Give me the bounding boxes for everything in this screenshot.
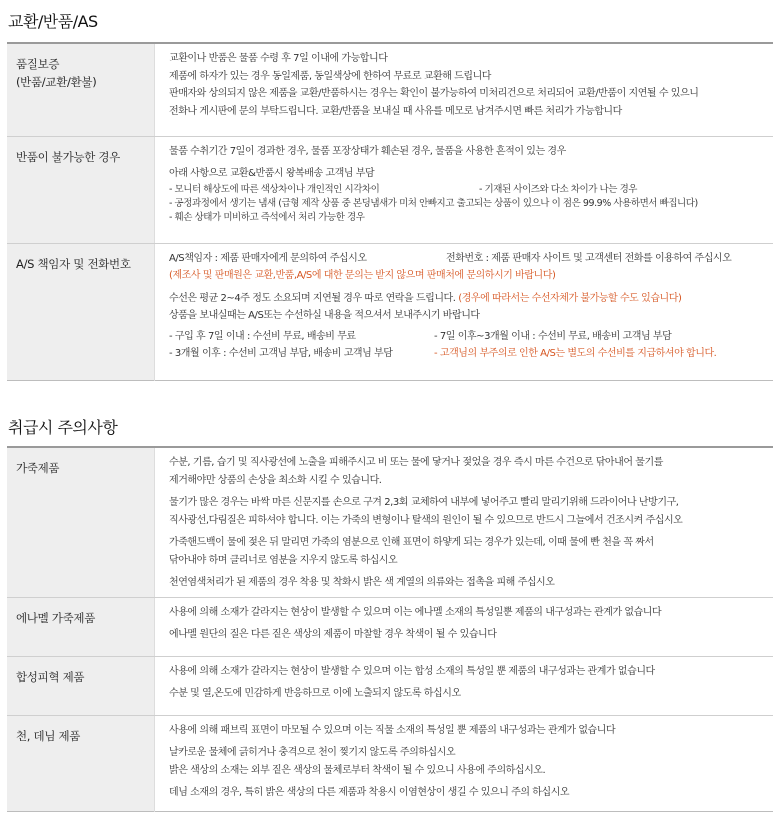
text-normal: 수선은 평균 2~4주 정도 소요되며 지연될 경우 따로 연락을 드립니다. — [169, 292, 456, 304]
text-line: - 훼손 상태가 미비하고 즉석에서 처리 가능한 경우 — [169, 211, 365, 223]
text-line: 제품에 하자가 있는 경우 동일제품, 동일색상에 한하여 무료로 교환해 드립니다 — [169, 70, 492, 82]
text-right: - 7일 이후~3개월 이내 : 수선비 무료, 배송비 고객님 부담 — [434, 330, 672, 342]
row-label: 에나멜 가죽제품 — [7, 597, 155, 656]
text-line: 교환이나 반품은 물품 수령 후 7일 이내에 가능합니다 — [169, 53, 388, 64]
row-synthetic — [7, 656, 773, 715]
text-line: 수분, 기름, 습기 및 직사광선에 노출을 피해주시고 비 또는 물에 닿거나 젖었을 경우 즉시 마른 수건으로 닦아내어 물기를 — [169, 457, 663, 468]
row-label: 가죽제품 — [7, 447, 155, 597]
text-left: - 3개월 이후 : 수선비 고객님 부담, 배송비 고객님 부담 — [169, 348, 393, 359]
text-red: (경우에 따라서는 수선자체가 불가능할 수도 있습니다) — [458, 292, 682, 304]
label-line: 품질보증 — [16, 57, 60, 71]
text-left: - 구입 후 7일 이내 : 수선비 무료, 배송비 무료 — [169, 330, 356, 342]
text-line: 밝은 색상의 소재는 외부 짙은 색상의 물체로부터 착색이 될 수 있으니 사용에 주의하십시오. — [169, 764, 546, 776]
text-left: - 모니터 해상도에 따른 색상차이나 개인적인 시각차이 — [169, 183, 380, 195]
row-label: 반품이 불가능한 경우 — [7, 136, 155, 243]
row-label: 천, 데님 제품 — [7, 715, 155, 811]
row-label — [7, 43, 155, 136]
row-leather — [7, 447, 773, 597]
text-line: - 공정과정에서 생기는 냄새 (급형 제작 상품 중 본딩냄새가 미처 안빠지고 출고되는 상품이 있으나 이 점은 99.9% 사용하면서 빠집니다) — [169, 197, 698, 209]
exchange-table — [7, 42, 773, 381]
care-table — [7, 446, 773, 812]
text-line: 아래 사항으로 교환&반품시 왕복배송 고객님 부담 — [169, 168, 375, 179]
text-line: 상품을 보내실때는 A/S또는 수선하실 내용을 적으셔서 보내주시기 바랍니다 — [169, 310, 480, 321]
text-line-split — [169, 183, 769, 197]
text-line-split — [169, 328, 769, 346]
text-line: 물기가 많은 경우는 바싹 마른 신문지를 손으로 구겨 2,3회 교체하여 내부에 넣어주고 빨리 말리기위해 드라이어나 난방기구, — [169, 497, 679, 508]
section-title-care: 취급시 주의사항 — [8, 418, 118, 437]
text-line — [169, 290, 769, 308]
row-content — [155, 243, 774, 380]
text-line: 전화나 게시판에 문의 부탁드립니다. 교환/반품을 보내실 때 사유를 메모로 남겨주시면 빠른 처리가 가능합니다 — [169, 105, 622, 117]
text-line: 제거해야만 상품의 손상을 최소화 시킬 수 있습니다. — [169, 474, 382, 486]
text-line-red: (제조사 및 판매원은 교환,반품,A/S에 대한 문의는 받지 않으며 판매처에 문의하시기 바랍니다) — [169, 270, 556, 281]
text-line-split — [169, 250, 769, 268]
text-line: 물품 수취기간 7일이 경과한 경우, 물품 포장상태가 훼손된 경우, 물품을 사용한 흔적이 있는 경우 — [169, 145, 566, 157]
row-as — [7, 243, 773, 380]
text-line: 에나멜 원단의 질은 다른 짙은 색상의 제품이 마찰할 경우 착색이 될 수 있습니다 — [169, 629, 497, 640]
text-line: 가죽핸드백이 물에 젖은 뒤 말리면 가죽의 염분으로 인해 표면이 하얗게 되는 경우가 있는데, 이때 물에 빤 천을 꼭 짜서 — [169, 537, 654, 548]
row-content — [155, 656, 774, 715]
text-line: 닦아내야 하며 클리너로 염분을 지우지 않도록 하십시오 — [169, 554, 398, 566]
text-line: 수분 및 열,온도에 민감하게 반응하므로 이에 노출되지 않도록 하십시오 — [169, 688, 461, 699]
row-content — [155, 597, 774, 656]
row-content — [155, 447, 774, 597]
text-right-red: - 고객님의 부주의로 인한 A/S는 별도의 수선비를 지급하셔야 합니다. — [434, 348, 717, 359]
text-line: 사용에 의해 소재가 갈라지는 현상이 발생할 수 있으며 이는 에나멜 소재의 특성일뿐 제품의 내구성과는 관계가 없습니다 — [169, 606, 662, 618]
row-denim — [7, 715, 773, 811]
row-label: A/S 책임자 및 전화번호 — [7, 243, 155, 380]
text-left: A/S책임자 : 제품 판매자에게 문의하여 주십시오 — [169, 252, 367, 264]
text-line: 판매자와 상의되지 않은 제품을 교환/반품하시는 경우는 확인이 불가능하여 미처리건으로 처리되어 교환/반품이 지연될 수 있으니 — [169, 88, 699, 99]
row-label: 합성피혁 제품 — [7, 656, 155, 715]
text-line: 사용에 의해 패브릭 표면이 마모될 수 있으며 이는 직물 소재의 특성일 뿐 제품의 내구성과는 관계가 없습니다 — [169, 724, 616, 736]
text-line: 직사광선,다림질은 피하셔야 합니다. 이는 가죽의 변형이나 탈색의 원인이 될 수 있으므로 반드시 그늘에서 건조시켜 주십시오 — [169, 514, 683, 526]
text-right: - 기재된 사이즈와 다소 차이가 나는 경우 — [479, 183, 638, 195]
label-line: (반품/교환/환불) — [16, 75, 97, 89]
row-content — [155, 715, 774, 811]
text-line: 천연염색처리가 된 제품의 경우 착용 및 착화시 밝은 색 계열의 의류와는 접촉을 피해 주십시오 — [169, 577, 555, 588]
row-warranty — [7, 43, 773, 136]
row-no-return — [7, 136, 773, 243]
row-enamel — [7, 597, 773, 656]
text-line: 날카로운 물체에 긁히거나 충격으로 천이 찢기지 않도록 주의하십시오 — [169, 747, 456, 758]
text-line: 사용에 의해 소재가 갈라지는 현상이 발생할 수 있으며 이는 합성 소재의 특성일 뿐 제품의 내구성과는 관계가 없습니다 — [169, 665, 655, 677]
text-right: 전화번호 : 제품 판매자 사이트 및 고객센터 전화를 이용하여 주십시오 — [446, 252, 732, 264]
text-line-split — [169, 345, 769, 363]
row-content — [155, 43, 774, 136]
section-title-exchange: 교환/반품/AS — [8, 12, 98, 31]
row-content — [155, 136, 774, 243]
text-line: 데님 소재의 경우, 특히 밝은 색상의 다른 제품과 착용시 이염현상이 생길 수 있으니 주의 하십시오 — [169, 787, 570, 798]
